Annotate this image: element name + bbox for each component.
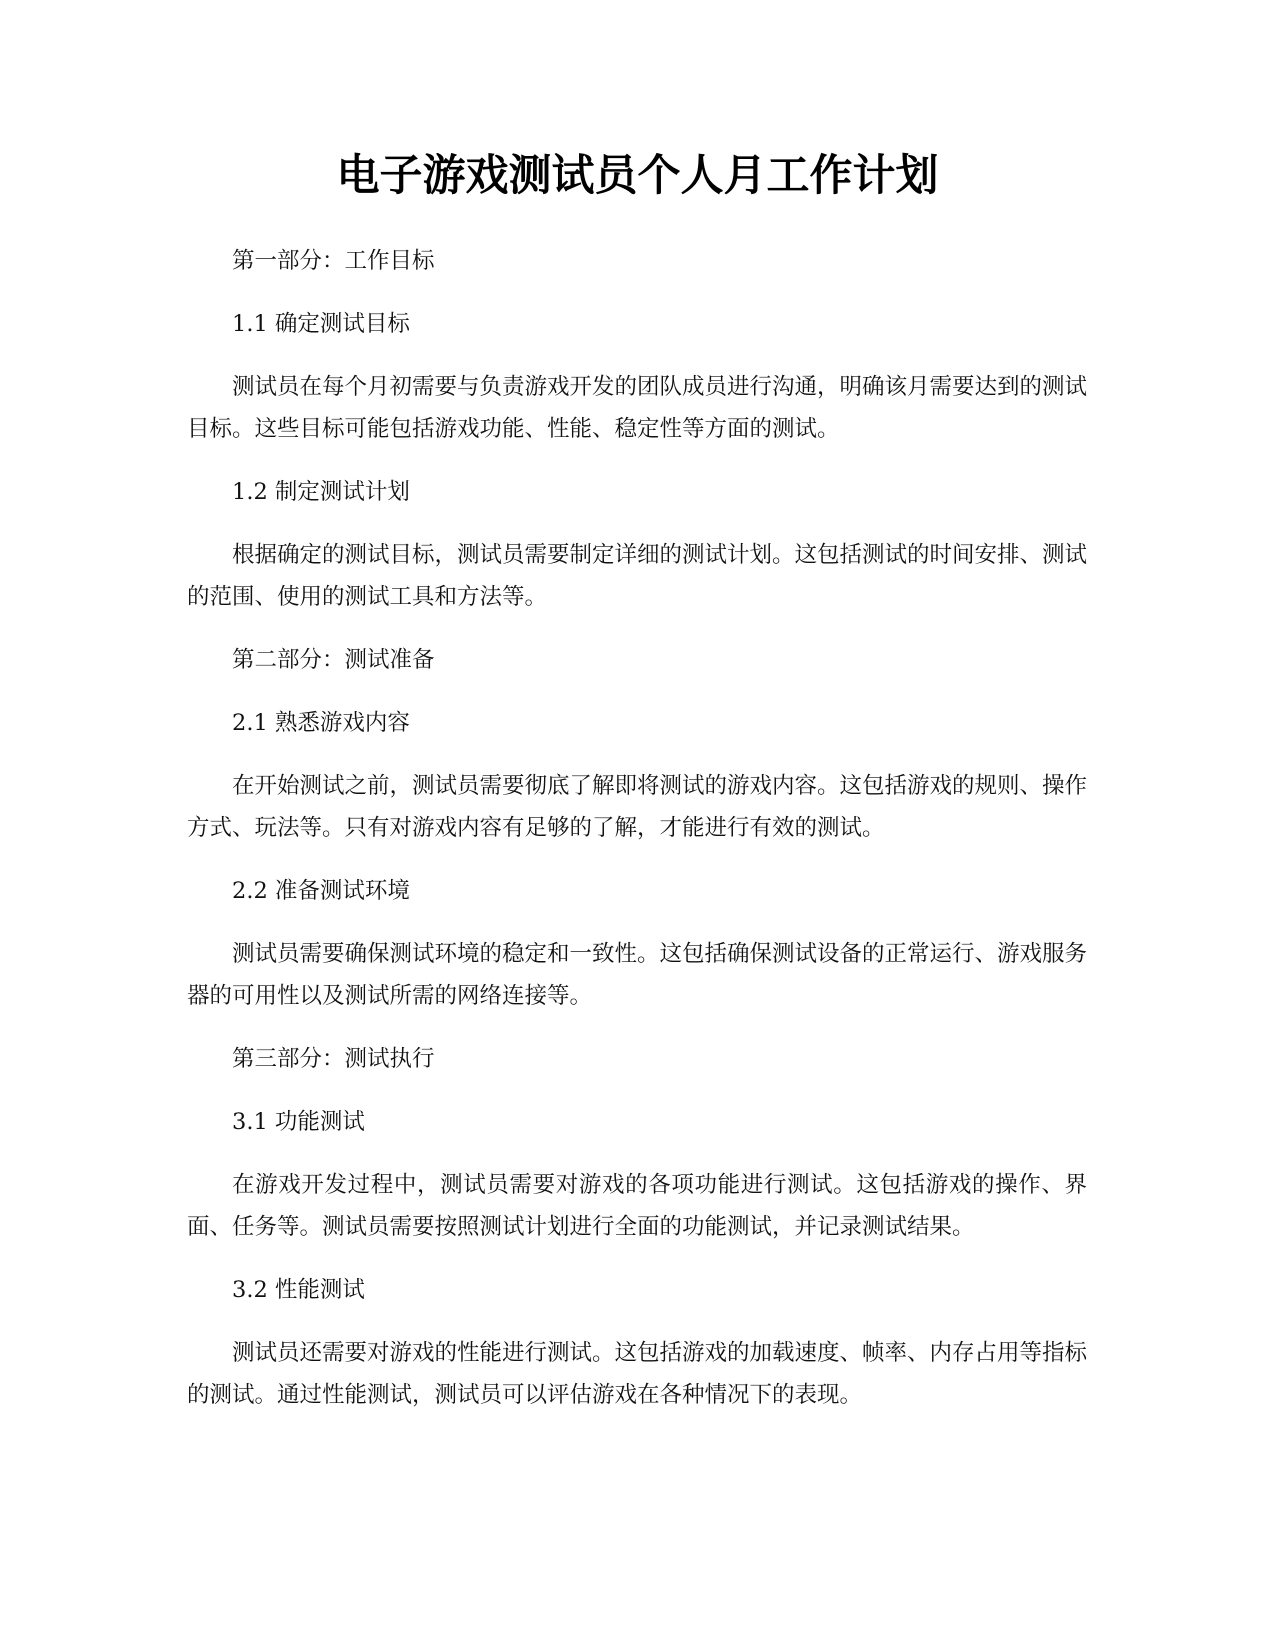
- subsection-heading: 1.2 制定测试计划: [232, 479, 410, 505]
- subsection-heading: 3.2 性能测试: [232, 1277, 365, 1303]
- paragraph: 在游戏开发过程中，测试员需要对游戏的各项功能进行测试。这包括游戏的操作、界面、任务等。测试员需要按照测试计划进行全面的功能测试，并记录测试结果。: [187, 1172, 1087, 1240]
- subsection-heading: 2.1 熟悉游戏内容: [232, 710, 410, 736]
- document-title: 电子游戏测试员个人月工作计划: [336, 151, 939, 201]
- section-heading: 第二部分：测试准备: [232, 647, 435, 673]
- subsection-heading: 1.1 确定测试目标: [232, 311, 410, 337]
- paragraph: 根据确定的测试目标，测试员需要制定详细的测试计划。这包括测试的时间安排、测试的范围、使用的测试工具和方法等。: [187, 542, 1088, 610]
- subsection-heading: 2.2 准备测试环境: [232, 878, 410, 904]
- section-heading: 第三部分：测试执行: [232, 1046, 435, 1072]
- paragraph: 测试员还需要对游戏的性能进行测试。这包括游戏的加载速度、帧率、内存占用等指标的测试。通过性能测试，测试员可以评估游戏在各种情况下的表现。: [187, 1340, 1088, 1408]
- document-body: [187, 240, 1087, 1437]
- subsection-heading: 3.1 功能测试: [232, 1109, 365, 1135]
- paragraph: 测试员需要确保测试环境的稳定和一致性。这包括确保测试设备的正常运行、游戏服务器的可用性以及测试所需的网络连接等。: [187, 941, 1088, 1009]
- section-heading: 第一部分：工作目标: [232, 248, 435, 274]
- paragraph: 在开始测试之前，测试员需要彻底了解即将测试的游戏内容。这包括游戏的规则、操作方式、玩法等。只有对游戏内容有足够的了解，才能进行有效的测试。: [187, 773, 1088, 841]
- paragraph: 测试员在每个月初需要与负责游戏开发的团队成员进行沟通，明确该月需要达到的测试目标。这些目标可能包括游戏功能、性能、稳定性等方面的测试。: [187, 374, 1088, 442]
